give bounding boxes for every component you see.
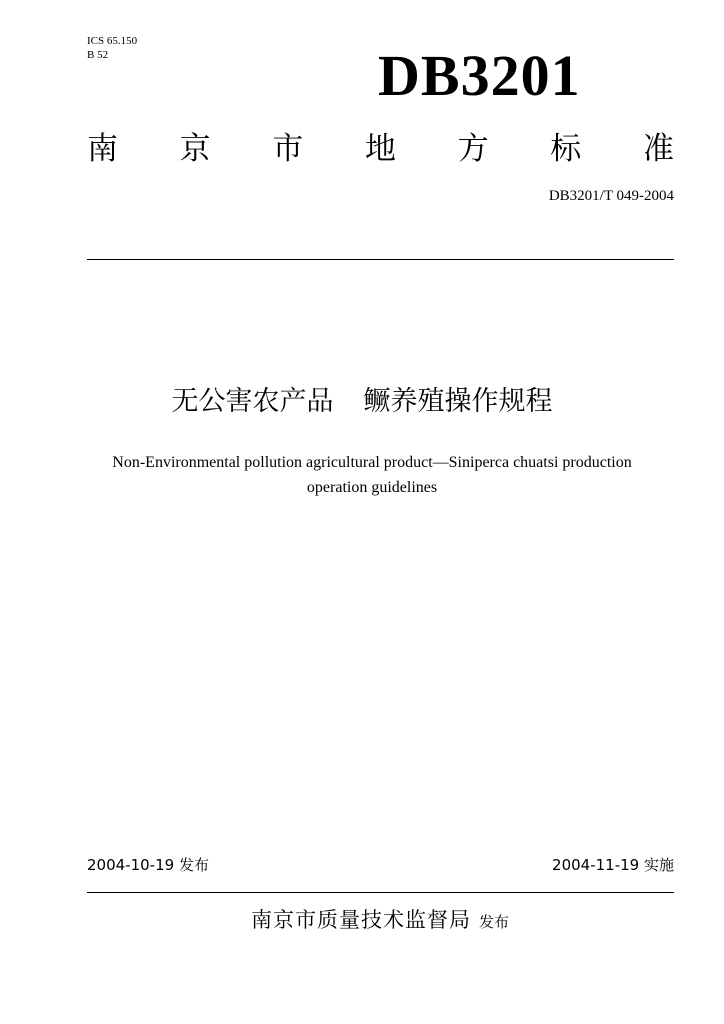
issuer-label: 发布 bbox=[478, 913, 509, 931]
footer-divider bbox=[87, 892, 674, 893]
standard-type-char: 方 bbox=[457, 131, 489, 167]
english-title-line2: operation guidelines bbox=[306, 479, 438, 496]
standard-type-char: 地 bbox=[364, 131, 396, 167]
issuing-authority bbox=[0, 904, 724, 934]
ics-code: ICS 65.150 bbox=[87, 35, 138, 47]
chinese-title bbox=[0, 382, 724, 422]
standard-type-char: 南 bbox=[87, 131, 118, 167]
standard-type-char: 准 bbox=[642, 131, 674, 167]
issue-date: 2004-10-19 发布 bbox=[87, 856, 209, 874]
effective-date: 2004-11-19 实施 bbox=[552, 856, 674, 874]
chinese-title-part1: 无公害农产品 bbox=[171, 386, 334, 417]
chinese-title-part2: 鳜养殖操作规程 bbox=[363, 386, 553, 417]
standard-type-heading bbox=[87, 130, 674, 168]
document-number: DB3201/T 049-2004 bbox=[548, 188, 674, 204]
standard-type-char: 市 bbox=[272, 131, 304, 167]
header-divider bbox=[87, 259, 674, 260]
standard-code: DB3201 bbox=[378, 43, 581, 108]
standard-type-char: 标 bbox=[550, 131, 582, 167]
english-title bbox=[80, 450, 664, 500]
ccs-code: B 52 bbox=[87, 49, 109, 61]
issuer-org: 南京市质量技术监督局 bbox=[250, 908, 471, 932]
standard-type-char: 京 bbox=[179, 131, 211, 167]
english-title-line1: Non-Environmental pollution agricultural product—Siniperca chuatsi production bbox=[112, 454, 632, 471]
classification-codes bbox=[87, 34, 137, 62]
